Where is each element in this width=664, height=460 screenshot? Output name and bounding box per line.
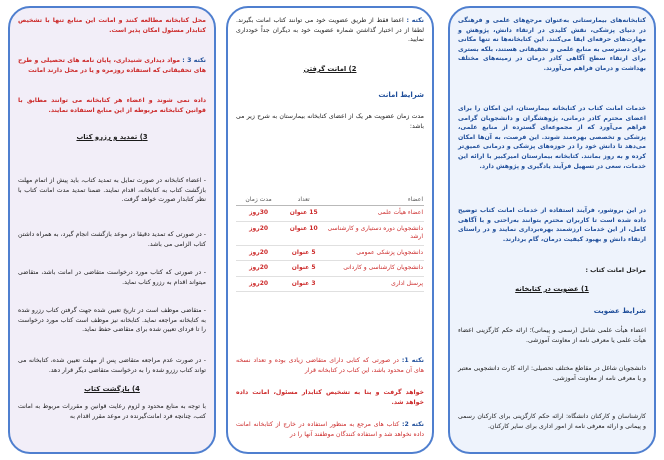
- brochure-panel-right: [448, 6, 656, 454]
- note2-text: کتاب های مرجع به منظور استفاده در خارج از کتابخانه امانت داده نخواهد شد و استفاده کنندگان موظفند آنها را در: [236, 421, 424, 438]
- brochure-purpose-paragraph: در این بروشور، فرآیند استفاده از خدمات امانت کتاب توضیح داده شده است تا کاربران محترم بتوانند به‌راحتی و با آگاهی کامل، از این خدمات ارزشمند بهره‌برداری نمایند و در راستای ارتقاء دانش و بهبود کیفیت درمان، گام بردارند.: [458, 207, 646, 243]
- row-count: 5 عنوان: [281, 245, 326, 261]
- note2-label: نکته 2:: [401, 421, 424, 428]
- return-paragraph: با توجه به منابع محدود و لزوم رعایت قوانین و مقررات مربوط به امانت کتب، چنانچه فرد امانت‌گیرنده در موعد مقرر اقدام به: [18, 403, 206, 420]
- brochure-panel-left: [8, 6, 216, 454]
- membership-staff: کارشناسان و کارکنان دانشگاه: ارائه حکم کارگزینی برای کارکنان رسمی و پیمانی و ارائه معرفی نامه از امور اداری برای سایر کارکنان.: [458, 413, 646, 430]
- note1-label: نکته 1:: [401, 357, 424, 364]
- renewal-rule-3: - در صورتی که کتاب مورد درخواست متقاضی در امانت باشد، متقاضی میتواند اقدام به رزرو کتاب نماید.: [18, 269, 206, 286]
- row-duration: 30روز: [236, 206, 281, 222]
- table-row: [236, 276, 424, 292]
- row-member: دانشجویان دوره دستیاری و کارشناسی ارشد: [326, 221, 424, 245]
- renewal-rule-1: - اعضاء کتابخانه در صورت تمایل به تمدید کتاب، باید پیش از اتمام مهلت بازگشت کتاب به کتابخانه، اقدام نمایند. ضمنا تمدید مدت امانت کتاب با نظر کتابدار صورت خواهد گرفت.: [18, 177, 206, 204]
- step4-heading: 4) بازگشت کتاب: [84, 385, 140, 393]
- table-row: [236, 245, 424, 261]
- loan-table-wrap: [236, 194, 424, 292]
- renewal-rule-4: - متقاضی موظف است در تاریخ تعیین شده جهت گرفتن کتاب رزرو شده به کتابخانه مراجعه نماید. کتابخانه نیز موظف است کتاب مورد درخواست را تا فردای تعیین شده برای متقاضی حفظ نماید.: [18, 307, 206, 334]
- header-members: اعضاء: [326, 194, 424, 206]
- step2-heading: 2) امانت گرفتن: [303, 65, 357, 73]
- row-member: پرسنل اداری: [326, 276, 424, 292]
- row-count: 15 عنوان: [281, 206, 326, 222]
- note3-text: مواد دیداری شنیداری، پایان نامه های تحصیلی و طرح های تحقیقاتی که استفاده روزمره و یا در محل دارند امانت: [18, 57, 206, 74]
- brochure-panel-middle: [226, 6, 434, 454]
- loan-intro: مدت زمان عضویت هر یک از اعضای کتابخانه بیمارستان به شرح زیر می باشد:: [236, 113, 424, 130]
- membership-note-label: نکته :: [406, 17, 424, 24]
- note1-continuation: خواهد گرفت و بنا به تشخیص کتابدار مسئول، امانت داده خواهد شد.: [236, 389, 424, 406]
- row-duration: 20روز: [236, 276, 281, 292]
- table-row: [236, 206, 424, 222]
- row-count: 5 عنوان: [281, 261, 326, 277]
- row-duration: 20روز: [236, 221, 281, 245]
- loan-table-header: [236, 194, 424, 206]
- table-row: [236, 261, 424, 277]
- membership-conditions-title: شرایط عضویت: [593, 307, 646, 315]
- intro-paragraph: کتابخانه‌های بیمارستانی به‌عنوان مرجع‌های علمی و فرهنگی در دنیای پزشکی، نقش کلیدی در ارتقاء دانش، پژوهش و مهارت‌های حرفه‌ای ایفا می‌کنند. این کتابخانه‌ها نه تنها مکانی برای دسترسی به منابع علمی و تحقیقاتی هستند، بلکه بستری برای ارتقاء سطح آگاهی کادر درمان در زمینه‌های مختلف بهداشت و درمان فراهم می‌آورند.: [458, 17, 646, 72]
- loan-table: [236, 194, 424, 292]
- membership-note-text: اعضا فقط از طریق عضویت خود می توانند کتاب امانت بگیرند. لطفا از در اختیار گذاشتن شماره عضویت خود به دیگران جداً خودداری نمایید.: [236, 17, 424, 44]
- header-duration: مدت زمان: [236, 194, 281, 206]
- renewal-rule-5: - در صورت عدم مراجعه متقاضی پس از مهلت تعیین شده، کتابخانه می تواند کتاب رزرو شده را به درخواست متقاضی دیگر قرار دهد.: [18, 357, 206, 374]
- row-member: دانشجویان کارشناسی و کاردانی: [326, 261, 424, 277]
- note1-text: در صورتی که کتابی دارای متقاضی زیادی بوده و تعداد نسخه های آن محدود باشد، این کتاب در کتابخانه قرار: [236, 357, 424, 374]
- row-duration: 20روز: [236, 261, 281, 277]
- reference-continuation: محل کتابخانه مطالعه کنند و امانت این منابع تنها با تشخیص کتابدار مسئول امکان پذیر است.: [18, 17, 206, 34]
- row-member: اعضاء هیأت علمی: [326, 206, 424, 222]
- table-row: [236, 221, 424, 245]
- renewal-rule-2: - در صورتی که تمدید دقیقا در موعد بازگشت انجام گیرد، به همراه داشتن کتاب الزامی می باشد.: [18, 231, 206, 248]
- row-member: دانشجویان پزشکی عمومی: [326, 245, 424, 261]
- row-count: 3 عنوان: [281, 276, 326, 292]
- membership-students: دانشجویان شاغل در مقاطع مختلف تحصیلی: ارائه کارت دانشجویی معتبر و یا معرفی نامه از معاونت آموزشی.: [458, 365, 646, 382]
- loan-service-paragraph: خدمات امانت کتاب در کتابخانه بیمارستان، این امکان را برای اعضای محترم کادر درمانی، پژوهشگران و دانشجویان گرامی فراهم می‌آورد که از مجموعه‌ای گسترده از منابع علمی، پزشکی و تخصصی بهره‌مند شوند. این فرصت، به آن‌ها امکان می‌دهد تا دانش خود را در حوزه‌های پزشکی و درمانی عمیق‌تر کرده و به روز بمانند. کتابخانه بیمارستان امیرکبیر با ارائه این خدمات، سعی در تسهیل فرآیند یادگیری و پژوهش دارد.: [458, 105, 646, 170]
- header-count: تعداد: [281, 194, 326, 206]
- steps-label: مراحل امانت کتاب :: [585, 267, 646, 274]
- loan-conditions-title: شرایط امانت: [378, 91, 424, 99]
- step1-heading: 1) عضویت در کتابخانه: [515, 285, 589, 293]
- step3-heading: 3) تمدید و رزرو کتاب: [76, 133, 148, 141]
- membership-faculty: اعضاء هیأت علمی شامل (رسمی و پیمانی)؛ ارائه حکم کارگزینی اعضاء هیأت علمی یا معرفی نامه از معاونت آموزشی.: [458, 327, 646, 344]
- row-count: 10 عنوان: [281, 221, 326, 245]
- note3-continuation: داده نمی شوند و اعضاء هر کتابخانه می توانند مطابق با قوانین کتابخانه مربوطه از این منابع استفاده نمایند.: [18, 97, 206, 114]
- note3-label: نکته 3 :: [182, 57, 207, 64]
- row-duration: 20روز: [236, 245, 281, 261]
